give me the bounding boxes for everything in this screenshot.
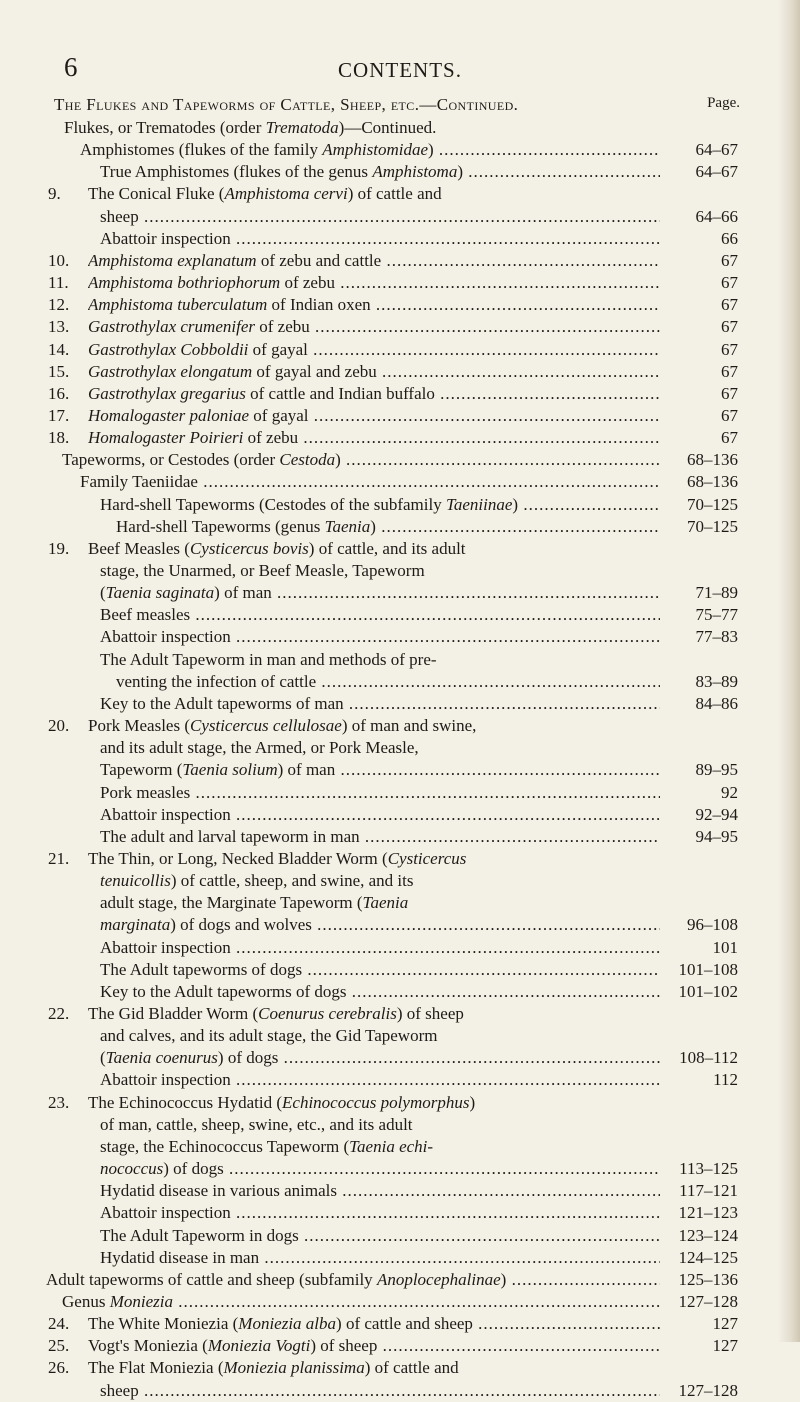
toc-entry	[0, 1003, 738, 1025]
toc-entry	[0, 959, 738, 981]
entry-text: Abattoir inspection .....	[100, 1069, 660, 1091]
entry-text: Amphistomes (flukes of the family Amphistomidae) .....	[80, 139, 660, 161]
section-heading: The Flukes and Tapeworms of Cattle, Sheep, etc.—Continued.	[54, 95, 519, 114]
entry-text: sheep .....	[100, 206, 660, 228]
toc-entry	[0, 161, 738, 183]
toc-entry	[0, 361, 738, 383]
toc-entry	[0, 892, 738, 914]
entry-text: Amphistoma tuberculatum of Indian oxen .....	[88, 294, 660, 316]
toc-entry	[0, 449, 738, 471]
entry-text: The Conical Fluke (Amphistoma cervi) of cattle and	[88, 184, 442, 204]
toc-entry	[0, 139, 738, 161]
toc-entry	[0, 671, 738, 693]
toc-entry	[0, 560, 738, 582]
toc-entry	[0, 250, 738, 272]
toc-entry	[0, 1069, 738, 1091]
entry-text: Amphistoma bothriophorum of zebu .....	[88, 272, 660, 294]
toc-entry	[0, 383, 738, 405]
entry-text: The Thin, or Long, Necked Bladder Worm (Cysticercus	[88, 848, 467, 868]
entry-text: Abattoir inspection .....	[100, 804, 660, 826]
entry-italic: Moniezia alba	[238, 1314, 337, 1334]
entry-italic: Cysticercus cellulosae	[189, 716, 342, 736]
entry-number: 15.	[48, 361, 70, 381]
entry-italic: Amphistoma bothriophorum	[88, 273, 281, 293]
toc-entry	[0, 316, 738, 338]
toc-entry	[0, 848, 738, 870]
entry-number: 13.	[48, 317, 70, 337]
entry-page: 83–89	[695, 671, 738, 691]
entry-italic: Cestoda	[279, 450, 336, 470]
toc-entry	[0, 1092, 738, 1114]
entry-italic: Gastrothylax elongatum	[88, 361, 253, 381]
entry-text: Tapeworm (Taenia solium) of man .....	[100, 759, 660, 781]
entry-number: 19.	[48, 538, 70, 558]
entry-italic: Taenia coenurus	[105, 1048, 218, 1068]
entry-text: Key to the Adult tapeworms of man .....	[100, 693, 660, 715]
toc-entry	[0, 294, 738, 316]
entry-italic: Moniezia planissima	[223, 1358, 365, 1378]
entry-italic: Trematoda	[265, 118, 339, 137]
entry-page: 64–67	[695, 140, 738, 160]
running-head: CONTENTS.	[338, 58, 462, 82]
entry-italic: Anoplocephalinae	[376, 1269, 501, 1289]
entry-page: 68–136	[687, 472, 738, 492]
entry-italic: Echinococcus polymorphus	[282, 1092, 470, 1112]
entry-page: 67	[721, 361, 738, 381]
entry-text: Abattoir inspection .....	[100, 228, 660, 250]
entry-page: 96–108	[687, 915, 738, 935]
toc-entry	[0, 272, 738, 294]
entry-text: (Taenia coenurus) of dogs .....	[100, 1047, 660, 1069]
entry-italic: Moniezia	[109, 1291, 173, 1311]
entry-page: 64–67	[695, 162, 738, 182]
entry-number: 10.	[48, 250, 70, 270]
entry-text: The White Moniezia (Moniezia alba) of cattle and sheep .....	[88, 1313, 660, 1335]
entry-text: nococcus) of dogs .....	[100, 1158, 660, 1180]
entry-page: 113–125	[679, 1159, 738, 1179]
entry-text: Gastrothylax elongatum of gayal and zebu .....	[88, 361, 660, 383]
toc-entry	[0, 626, 738, 648]
entry-page: 123–124	[678, 1225, 738, 1245]
entry-page: 127–128	[678, 1380, 738, 1400]
toc-entry	[0, 405, 738, 427]
entry-page: 71–89	[695, 583, 738, 603]
toc-entry	[0, 538, 738, 560]
entry-text: stage, the Unarmed, or Beef Measle, Tapeworm	[100, 561, 425, 580]
entry-page: 89–95	[695, 760, 738, 780]
entry-text: (Taenia saginata) of man .....	[100, 582, 660, 604]
entry-number: 21.	[48, 848, 70, 868]
entry-text: The Echinococcus Hydatid (Echinococcus polymorphus)	[88, 1092, 476, 1112]
entry-text: sheep .....	[100, 1380, 660, 1402]
entry-text: Beef Measles (Cysticercus bovis) of cattle, and its adult	[88, 538, 466, 558]
toc-entry	[0, 1158, 738, 1180]
entry-page: 67	[721, 428, 738, 448]
toc-entry	[0, 1247, 738, 1269]
entry-text: The Adult tapeworms of dogs .....	[100, 959, 660, 981]
entry-italic: Homalogaster Poirieri	[88, 428, 244, 448]
entry-italic: Taenia	[324, 516, 371, 536]
entry-italic: Gastrothylax crumenifer	[88, 317, 255, 337]
toc-entry	[0, 782, 738, 804]
entry-number: 23.	[48, 1092, 70, 1112]
entry-text: Vogt's Moniezia (Moniezia Vogti) of sheep .....	[88, 1335, 660, 1357]
entry-number: 14.	[48, 339, 70, 359]
entry-italic: tenuicollis	[100, 871, 171, 891]
toc-entry	[0, 339, 738, 361]
entry-italic: Amphistoma	[372, 162, 458, 182]
entry-text: Hard-shell Tapeworms (genus Taenia) .....	[116, 516, 660, 538]
entry-page: 84–86	[695, 693, 738, 713]
entry-page: 125–136	[678, 1269, 738, 1289]
entry-text: The Flat Moniezia (Moniezia planissima) of cattle and	[88, 1358, 459, 1378]
entry-italic: Taenia saginata	[105, 583, 215, 603]
toc-entry	[0, 1202, 738, 1224]
section-header	[54, 95, 740, 117]
entry-page: 92	[721, 782, 738, 802]
toc-entry	[0, 1047, 738, 1069]
entry-page: 127	[712, 1336, 738, 1356]
entry-number: 16.	[48, 383, 70, 403]
entry-text: tenuicollis) of cattle, sheep, and swine, and its	[100, 871, 414, 891]
entry-page: 101	[712, 937, 738, 957]
entry-page: 108–112	[679, 1048, 738, 1068]
entry-text: The Gid Bladder Worm (Coenurus cerebralis) of sheep	[88, 1004, 464, 1023]
entry-italic: Cysticercus	[387, 848, 467, 868]
entry-text: Homalogaster Poirieri of zebu .....	[88, 427, 660, 449]
entry-number: 9.	[48, 184, 61, 204]
toc-entry	[0, 494, 738, 516]
entry-number: 24.	[48, 1314, 70, 1334]
page-column-label: Page.	[707, 95, 740, 111]
toc-entry	[0, 1335, 738, 1357]
toc-entry	[0, 693, 738, 715]
entry-italic: Amphistoma explanatum	[88, 250, 257, 270]
entry-page: 117–121	[679, 1181, 738, 1201]
entry-page: 70–125	[687, 494, 738, 514]
entry-number: 22.	[48, 1004, 70, 1023]
entry-page: 127	[712, 1314, 738, 1334]
toc-entry	[0, 183, 738, 205]
entry-page: 124–125	[678, 1247, 738, 1267]
entry-text: Abattoir inspection .....	[100, 937, 660, 959]
toc-entry	[0, 737, 738, 759]
entry-text: venting the infection of cattle .....	[116, 671, 660, 693]
entry-number: 18.	[48, 428, 70, 448]
entry-text: Genus Moniezia .....	[62, 1291, 660, 1313]
entry-text: Abattoir inspection .....	[100, 626, 660, 648]
page-edge-shadow	[778, 0, 800, 1342]
entry-page: 66	[721, 228, 738, 248]
entry-text: stage, the Echinococcus Tapeworm (Taenia echi-	[100, 1136, 434, 1156]
entry-text: True Amphistomes (flukes of the genus Amphistoma) .....	[100, 161, 660, 183]
entry-italic: Cysticercus bovis	[189, 538, 309, 558]
toc-entry	[0, 1357, 738, 1379]
entry-text: adult stage, the Marginate Tapeworm (Taenia	[100, 893, 409, 913]
entry-italic: Homalogaster paloniae	[88, 405, 250, 425]
entry-italic: Gastrothylax Cobboldii	[88, 339, 249, 359]
toc-entry	[0, 1380, 738, 1402]
entry-text: of man, cattle, sheep, swine, etc., and its adult	[100, 1114, 413, 1134]
entry-number: 25.	[48, 1336, 70, 1356]
entry-text: Abattoir inspection .....	[100, 1202, 660, 1224]
entry-page: 67	[721, 339, 738, 359]
entry-page: 67	[721, 273, 738, 293]
entry-page: 67	[721, 317, 738, 337]
entry-number: 11.	[48, 273, 69, 293]
entry-text: Gastrothylax crumenifer of zebu .....	[88, 316, 660, 338]
entry-text: Gastrothylax Cobboldii of gayal .....	[88, 339, 660, 361]
entry-italic: Amphistoma cervi	[224, 184, 348, 204]
toc-entry	[0, 1114, 738, 1136]
entry-italic: Taenia	[362, 893, 409, 913]
entry-italic: Amphistomidae	[322, 140, 428, 160]
toc-entry	[0, 981, 738, 1003]
toc-entry	[0, 1313, 738, 1335]
entry-text: Gastrothylax gregarius of cattle and Indian buffalo .....	[88, 383, 660, 405]
toc-entry	[0, 1136, 738, 1158]
entry-page: 67	[721, 250, 738, 270]
entry-text: Key to the Adult tapeworms of dogs .....	[100, 981, 660, 1003]
entry-number: 26.	[48, 1358, 70, 1378]
page-number: 6	[64, 52, 78, 82]
toc-entry	[0, 914, 738, 936]
entry-italic: Amphistoma tuberculatum	[88, 295, 268, 315]
entry-text: Family Taeniidae .....	[80, 471, 660, 493]
toc-entry	[0, 826, 738, 848]
entry-number: 17.	[48, 405, 70, 425]
entry-text: The Adult Tapeworm in man and methods of pre-	[100, 649, 437, 669]
toc-entry	[0, 804, 738, 826]
entry-page: 92–94	[695, 804, 738, 824]
entry-page: 67	[721, 405, 738, 425]
entry-italic: marginata	[100, 915, 171, 935]
toc-entry	[0, 1291, 738, 1313]
entry-italic: Taeniinae	[445, 494, 513, 514]
toc-entry	[0, 759, 738, 781]
entry-page: 77–83	[695, 627, 738, 647]
entry-text: Tapeworms, or Cestodes (order Cestoda) .....	[62, 449, 660, 471]
toc-entry	[0, 1180, 738, 1202]
entry-text: marginata) of dogs and wolves .....	[100, 914, 660, 936]
entry-text: Adult tapeworms of cattle and sheep (subfamily Anoplocephalinae) .....	[46, 1269, 660, 1291]
entry-page: 67	[721, 295, 738, 315]
entry-page: 94–95	[695, 826, 738, 846]
entry-text: Beef measles .....	[100, 604, 660, 626]
entry-number: 12.	[48, 295, 70, 315]
entry-text: Amphistoma explanatum of zebu and cattle .....	[88, 250, 660, 272]
entry-number: 20.	[48, 716, 70, 736]
toc-entry	[0, 117, 738, 139]
entry-page: 101–108	[678, 959, 738, 979]
entry-text: Homalogaster paloniae of gayal .....	[88, 405, 660, 427]
entry-italic: Taenia solium	[182, 760, 278, 780]
entry-page: 75–77	[695, 605, 738, 625]
entry-page: 64–66	[695, 206, 738, 226]
entry-text: and calves, and its adult stage, the Gid Tapeworm	[100, 1026, 438, 1046]
entry-italic: nococcus	[100, 1159, 164, 1179]
entry-text: Pork Measles (Cysticercus cellulosae) of man and swine,	[88, 716, 477, 736]
toc-entry	[0, 604, 738, 626]
toc-entry	[0, 715, 738, 737]
toc-entry	[0, 516, 738, 538]
entry-text: The adult and larval tapeworm in man .....	[100, 826, 660, 848]
toc-entry	[0, 206, 738, 228]
toc-entry	[0, 427, 738, 449]
toc-entry	[0, 1225, 738, 1247]
toc-entry	[0, 870, 738, 892]
toc-entry	[0, 228, 738, 250]
entry-text: and its adult stage, the Armed, or Pork Measle,	[100, 738, 419, 758]
toc-entry	[0, 1269, 738, 1291]
toc-entry	[0, 471, 738, 493]
entry-italic: Moniezia Vogti	[207, 1336, 311, 1356]
entry-text: Hydatid disease in various animals .....	[100, 1180, 660, 1202]
entry-page: 70–125	[687, 516, 738, 536]
entry-italic: Taenia echi-	[349, 1136, 434, 1156]
entry-text: Hydatid disease in man .....	[100, 1247, 660, 1269]
entry-page: 121–123	[678, 1203, 738, 1223]
toc-entry	[0, 582, 738, 604]
entry-text: Flukes, or Trematodes (order Trematoda)—Continued.	[64, 118, 437, 137]
toc-entry	[0, 937, 738, 959]
entry-page: 112	[713, 1070, 738, 1090]
entry-page: 67	[721, 383, 738, 403]
entry-italic: Gastrothylax gregarius	[88, 383, 246, 403]
toc-entry	[0, 649, 738, 671]
entry-page: 68–136	[687, 450, 738, 470]
entry-text: The Adult Tapeworm in dogs .....	[100, 1225, 660, 1247]
entry-italic: Coenurus cerebralis	[258, 1004, 397, 1023]
entry-page: 127–128	[678, 1291, 738, 1311]
entry-text: Pork measles .....	[100, 782, 660, 804]
toc-entry	[0, 1025, 738, 1047]
entry-page: 101–102	[678, 981, 738, 1001]
entry-text: Hard-shell Tapeworms (Cestodes of the subfamily Taeniinae) .....	[100, 494, 660, 516]
